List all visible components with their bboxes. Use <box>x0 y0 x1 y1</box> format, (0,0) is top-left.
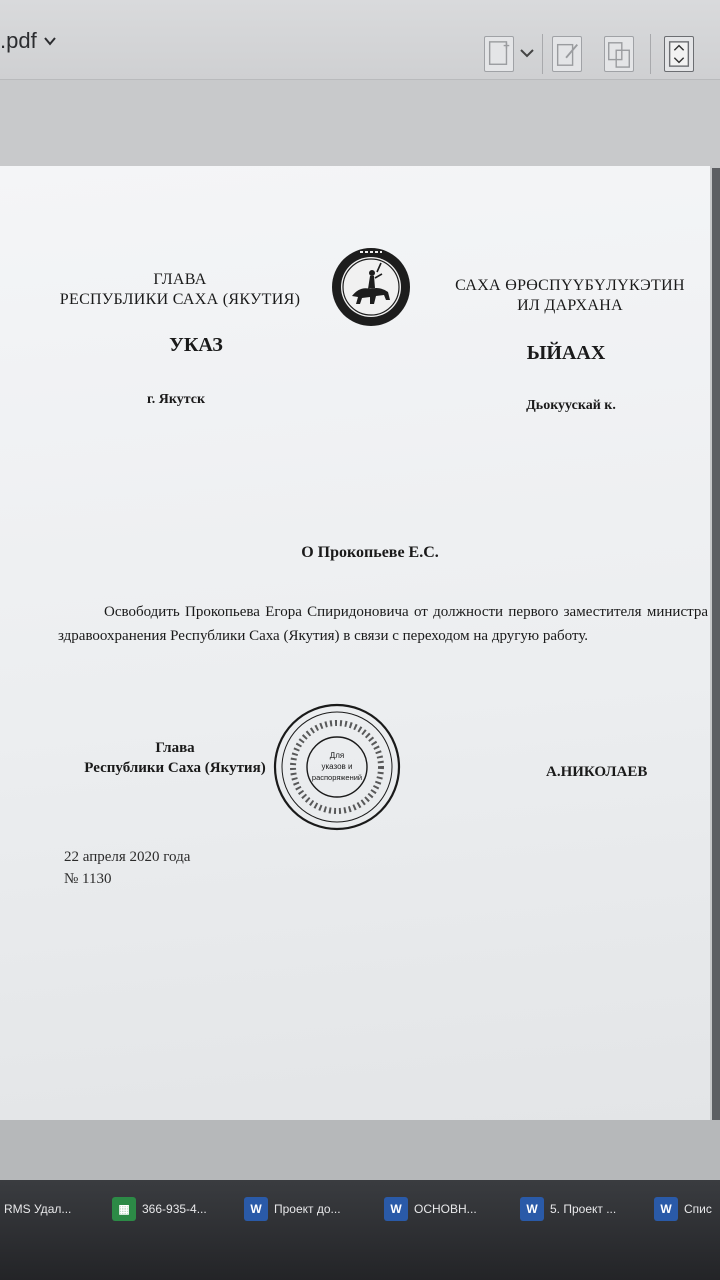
signature-title <box>60 738 290 778</box>
decree-body-text: Освободить Прокопьева Егора Спиридоновича от должности первого заместителя министра здравоохранения Республики Саха (Якутия) в связи с переходом на другую работу. <box>58 604 708 644</box>
coat-of-arms-emblem <box>330 246 412 328</box>
signature-name: А.НИКОЛАЕВ <box>546 764 648 780</box>
viewer-bottom-area <box>0 1120 720 1180</box>
compare-document-icon[interactable] <box>604 36 634 72</box>
decree-title-ru: УКАЗ <box>169 334 223 356</box>
official-stamp <box>272 702 402 832</box>
document-page <box>0 166 712 1120</box>
header-right <box>440 276 700 316</box>
signature-title-line-1: Глава <box>155 740 195 756</box>
taskbar-item-label: Спис <box>684 1202 712 1216</box>
header-right-line-1: САХА ӨРӨСПҮҮБҮЛҮКЭТИН <box>455 277 685 294</box>
signature-title-line-2: Республики Саха (Якутия) <box>84 760 266 776</box>
taskbar-item-label: 366-935-4... <box>142 1202 207 1216</box>
header-left-line-1: ГЛАВА <box>153 271 207 288</box>
edit-pencil-icon[interactable] <box>552 36 582 72</box>
decree-date: 22 апреля 2020 года <box>64 849 191 865</box>
taskbar-item-word-4[interactable] <box>654 1192 720 1226</box>
word-icon: W <box>654 1197 678 1221</box>
file-name-label: .pdf <box>0 28 37 53</box>
taskbar-item-label: ОСНОВН... <box>414 1202 477 1216</box>
city-sah: Дьокуускай к. <box>526 398 616 413</box>
decree-number: № 1130 <box>64 871 112 887</box>
decree-title-sah: ЫЙААХ <box>526 342 606 364</box>
taskbar-item-word-2[interactable] <box>384 1192 508 1226</box>
dropdown-chevron-icon[interactable] <box>516 36 538 72</box>
toolbar-divider <box>542 34 543 74</box>
stamp-center-line-1: Для <box>329 751 345 760</box>
word-icon: W <box>384 1197 408 1221</box>
toolbar-divider <box>650 34 651 74</box>
header-right-line-2: ИЛ ДАРХАНА <box>517 297 623 314</box>
taskbar-item-word-1[interactable] <box>244 1192 368 1226</box>
taskbar-item-spreadsheet[interactable] <box>112 1192 230 1226</box>
viewer-toolbar <box>0 0 720 80</box>
taskbar-item-label: 5. Проект ... <box>550 1202 617 1216</box>
taskbar-item-label: Проект до... <box>274 1202 341 1216</box>
header-left-line-2: РЕСПУБЛИКИ САХА (ЯКУТИЯ) <box>59 291 301 308</box>
spreadsheet-icon: ▦ <box>112 1197 136 1221</box>
decree-body <box>58 600 708 648</box>
taskbar-item-label: RMS Удал... <box>4 1202 72 1216</box>
stamp-center-line-3: распоряжений <box>311 773 363 782</box>
word-icon: W <box>520 1197 544 1221</box>
new-page-icon[interactable] <box>484 36 514 72</box>
decree-subject: О Прокопьеве Е.С. <box>301 544 439 561</box>
stamp-center-line-2: указов и <box>321 762 353 771</box>
taskbar-item-rms[interactable] <box>4 1192 104 1226</box>
taskbar-item-word-3[interactable] <box>520 1192 640 1226</box>
decree-date-block <box>64 846 324 890</box>
chevron-down-icon <box>43 34 57 48</box>
viewer-background <box>0 80 720 168</box>
city-ru: г. Якутск <box>146 392 206 407</box>
fit-page-icon[interactable] <box>664 36 694 72</box>
word-icon: W <box>244 1197 268 1221</box>
header-left <box>20 270 340 310</box>
file-name-dropdown[interactable] <box>0 28 57 54</box>
windows-taskbar <box>0 1180 720 1280</box>
